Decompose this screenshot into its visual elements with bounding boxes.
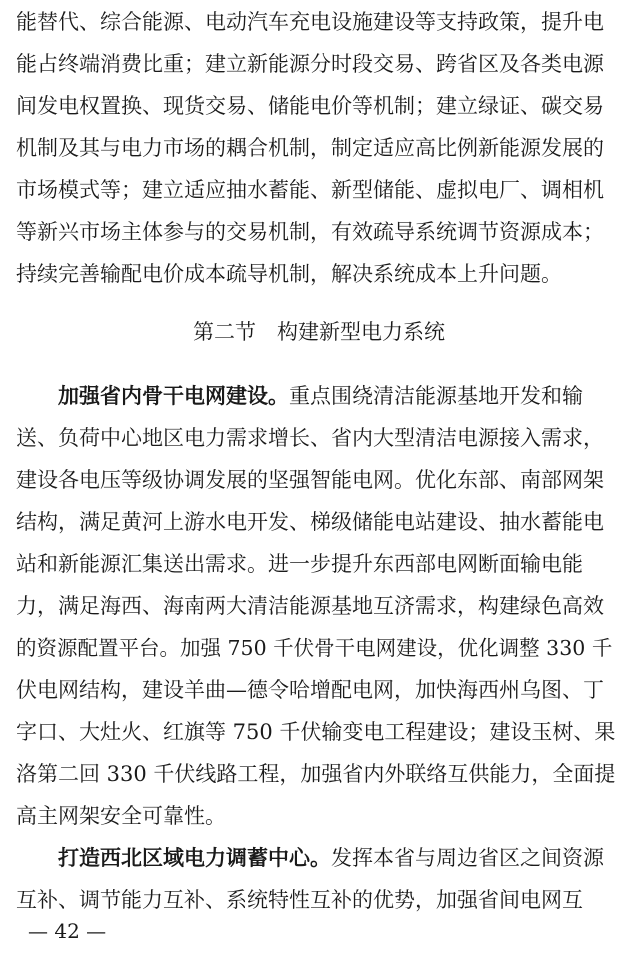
text-line: 机制及其与电力市场的耦合机制，制定适应高比例新能源发展的 <box>16 136 604 160</box>
text-line: 能替代、综合能源、电动汽车充电设施建设等支持政策，提升电 <box>16 10 604 34</box>
text-line: 洛第二回 330 千伏线路工程，加强省内外联络互供能力，全面提 <box>16 762 616 786</box>
text-line: 伏电网结构，建设羊曲—德令哈增配电网，加快海西州乌图、丁 <box>16 678 604 702</box>
text-line: 能占终端消费比重；建立新能源分时段交易、跨省区及各类电源 <box>16 52 604 76</box>
paragraph-lead: 打造西北区域电力调蓄中心。 <box>58 845 331 870</box>
text-line: 结构，满足黄河上游水电开发、梯级储能电站建设、抽水蓄能电 <box>16 510 604 534</box>
paragraph-text: 重点围绕清洁能源基地开发和输 <box>289 384 583 408</box>
text-line: 间发电权置换、现货交易、储能电价等机制；建立绿证、碳交易 <box>16 94 604 118</box>
paragraph-text: 发挥本省与周边省区之间资源 <box>331 846 604 870</box>
paragraph-lead: 加强省内骨干电网建设。 <box>58 383 289 408</box>
text-line: 高主网架安全可靠性。 <box>16 804 226 828</box>
text-line: 送、负荷中心地区电力需求增长、省内大型清洁电源接入需求， <box>16 426 604 450</box>
text-line: 的资源配置平台。加强 750 千伏骨干电网建设，优化调整 330 千 <box>16 636 613 660</box>
paragraph-first-line <box>58 838 624 878</box>
page-number: — 42 — <box>28 919 107 943</box>
section-heading: 第二节 构建新型电力系统 <box>193 320 445 344</box>
text-line: 站和新能源汇集送出需求。进一步提升东西部电网断面输电能 <box>16 552 583 576</box>
text-line: 等新兴市场主体参与的交易机制，有效疏导系统调节资源成本； <box>16 220 604 244</box>
text-line: 市场模式等；建立适应抽水蓄能、新型储能、虚拟电厂、调相机 <box>16 178 604 202</box>
text-line: 字口、大灶火、红旗等 750 千伏输变电工程建设；建设玉树、果 <box>16 720 616 744</box>
text-line: 力，满足海西、海南两大清洁能源基地互济需求，构建绿色高效 <box>16 594 604 618</box>
paragraph-first-line <box>58 376 624 416</box>
text-line: 互补、调节能力互补、系统特性互补的优势，加强省间电网互 <box>16 888 583 912</box>
text-line: 持续完善输配电价成本疏导机制，解决系统成本上升问题。 <box>16 262 562 286</box>
text-line: 建设各电压等级协调发展的坚强智能电网。优化东部、南部网架 <box>16 468 604 492</box>
